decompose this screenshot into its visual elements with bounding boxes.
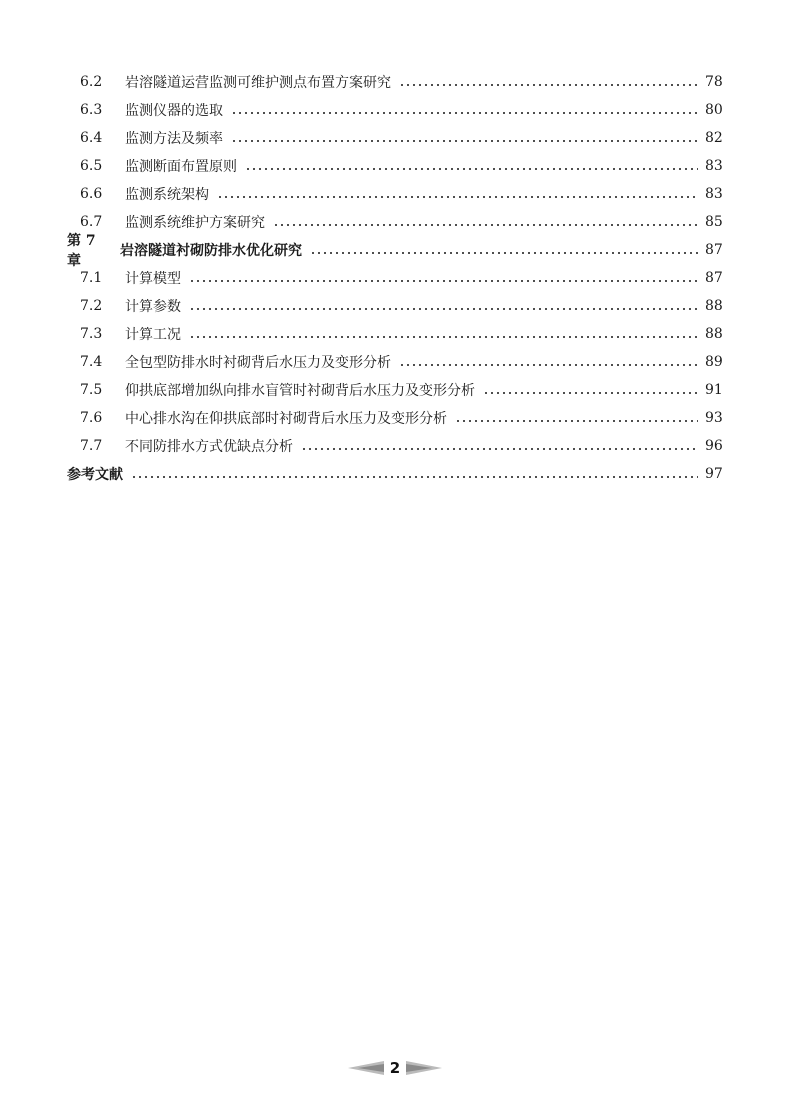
toc-entry-title: 岩溶隧道衬砌防排水优化研究 (120, 243, 302, 259)
toc-entry-number: 6.6 (80, 186, 103, 202)
dot-leader (231, 103, 698, 117)
toc-entry[interactable] (0, 182, 790, 206)
toc-entry-number: 7.4 (80, 354, 103, 370)
dot-leader (131, 467, 698, 481)
toc-entry-title: 监测系统维护方案研究 (125, 215, 265, 231)
dot-leader (301, 439, 698, 453)
dot-leader (399, 355, 698, 369)
toc-entry-page: 93 (705, 410, 723, 426)
toc-entry-title: 监测系统架构 (125, 187, 209, 203)
toc-entry-number: 6.4 (80, 130, 103, 146)
toc-entry-title: 计算模型 (125, 271, 181, 287)
toc-entry-page: 91 (705, 382, 723, 398)
toc-entry-page: 78 (705, 74, 723, 90)
toc-entry-page: 88 (705, 326, 723, 342)
toc-entry[interactable] (0, 266, 790, 290)
toc-entry[interactable] (0, 322, 790, 346)
toc-entry-page: 83 (705, 158, 723, 174)
dot-leader (273, 215, 698, 229)
toc-entry-title: 监测断面布置原则 (125, 159, 237, 175)
toc-entry-number: 7.3 (80, 326, 103, 342)
left-arrow-ornament-icon (344, 1060, 384, 1076)
toc-entry-page: 83 (705, 186, 723, 202)
toc-entry-number: 6.5 (80, 158, 103, 174)
toc-entry[interactable] (0, 350, 790, 374)
right-arrow-ornament-icon (406, 1060, 446, 1076)
toc-entry-number: 6.3 (80, 102, 103, 118)
page-footer (340, 1054, 450, 1082)
toc-entry-number: 7.2 (80, 298, 103, 314)
toc-entry-page: 80 (705, 102, 723, 118)
dot-leader (483, 383, 698, 397)
page-number: 2 (389, 1059, 401, 1077)
dot-leader (217, 187, 698, 201)
toc-entry-title: 岩溶隧道运营监测可维护测点布置方案研究 (125, 75, 391, 91)
toc-entry-number: 6.2 (80, 74, 103, 90)
toc-entry[interactable] (0, 434, 790, 458)
toc-entry-number: 7.6 (80, 410, 103, 426)
toc-entry-number: 7.1 (80, 270, 103, 286)
toc-entry-title: 中心排水沟在仰拱底部时衬砌背后水压力及变形分析 (125, 411, 447, 427)
toc-entry-number: 6.7 (80, 214, 103, 230)
toc-entry-number: 第 7 章 (67, 233, 96, 269)
toc-entry[interactable] (0, 294, 790, 318)
toc-entry-title: 监测仪器的选取 (125, 103, 223, 119)
toc-entry-page: 87 (705, 242, 723, 258)
dot-leader (189, 327, 698, 341)
toc-entry-page: 82 (705, 130, 723, 146)
toc-entry-title: 仰拱底部增加纵向排水盲管时衬砌背后水压力及变形分析 (125, 383, 475, 399)
toc-entry-number: 7.5 (80, 382, 103, 398)
dot-leader (189, 299, 698, 313)
dot-leader (310, 243, 698, 257)
toc-entry-title: 监测方法及频率 (125, 131, 223, 147)
dot-leader (231, 131, 698, 145)
toc-entry-page: 87 (705, 270, 723, 286)
toc-entry-page: 85 (705, 214, 723, 230)
toc-entry[interactable] (0, 378, 790, 402)
dot-leader (455, 411, 698, 425)
toc-entry[interactable] (0, 210, 790, 234)
dot-leader (399, 75, 698, 89)
toc-entry[interactable] (0, 70, 790, 94)
toc-entry[interactable] (0, 126, 790, 150)
toc-entry-page: 97 (705, 466, 723, 482)
toc-entry-title: 参考文献 (67, 467, 123, 483)
toc-entry-title: 计算参数 (125, 299, 181, 315)
toc-entry-page: 89 (705, 354, 723, 370)
toc-entry-number: 7.7 (80, 438, 103, 454)
toc-chapter-entry[interactable] (0, 233, 790, 269)
toc-entry-title: 计算工况 (125, 327, 181, 343)
toc-entry-title: 全包型防排水时衬砌背后水压力及变形分析 (125, 355, 391, 371)
toc-entry[interactable] (0, 98, 790, 122)
toc-entry[interactable] (0, 406, 790, 430)
toc-entry-page: 88 (705, 298, 723, 314)
dot-leader (189, 271, 698, 285)
dot-leader (245, 159, 698, 173)
toc-references-entry[interactable] (0, 462, 790, 486)
toc-entry-page: 96 (705, 438, 723, 454)
toc-entry-title: 不同防排水方式优缺点分析 (125, 439, 293, 455)
toc-entry[interactable] (0, 154, 790, 178)
